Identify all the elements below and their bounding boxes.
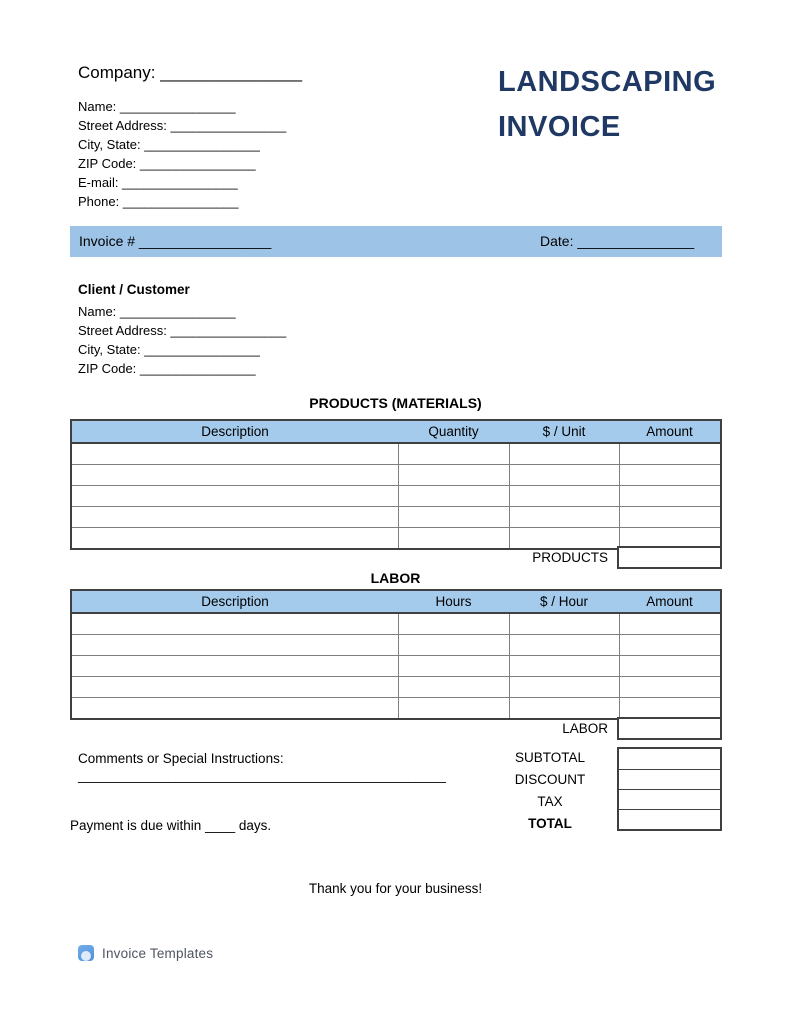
labor-cell <box>619 697 720 718</box>
labor-header-row <box>72 591 720 613</box>
labor-row <box>72 613 720 634</box>
totals-labels <box>490 747 610 835</box>
labor-total-box <box>617 717 722 740</box>
products-cell <box>619 485 720 506</box>
products-cell <box>619 527 720 548</box>
client-street-field: Street Address: ________________ <box>78 323 287 338</box>
products-cell <box>398 506 509 527</box>
labor-cell <box>619 655 720 676</box>
document-title <box>498 60 716 150</box>
products-total-box <box>617 546 722 569</box>
products-cell <box>398 443 509 464</box>
labor-cell <box>72 676 398 697</box>
client-info-block <box>78 280 286 378</box>
invoice-date-field: Date: _______________ <box>540 233 695 249</box>
products-row <box>72 464 720 485</box>
client-zip-field: ZIP Code: ________________ <box>78 361 256 376</box>
products-table <box>70 419 722 550</box>
labor-cell <box>509 613 619 634</box>
labor-cell <box>509 634 619 655</box>
labor-cell <box>509 655 619 676</box>
comments-blank-line: _________________________________________________ <box>78 768 446 783</box>
company-city-field: City, State: ________________ <box>78 137 260 152</box>
totals-boxes <box>617 747 722 831</box>
company-street-field: Street Address: ________________ <box>78 118 287 133</box>
products-total-label: PRODUCTS <box>532 550 608 565</box>
tax-label: TAX <box>537 794 563 809</box>
products-col-quantity: Quantity <box>398 421 509 443</box>
products-col-description: Description <box>72 421 398 443</box>
labor-cell <box>509 676 619 697</box>
labor-cell <box>398 613 509 634</box>
company-name-field: Name: ________________ <box>78 99 236 114</box>
client-name-field: Name: ________________ <box>78 304 236 319</box>
products-cell <box>509 527 619 548</box>
products-cell <box>509 464 619 485</box>
labor-cell <box>619 613 720 634</box>
products-cell <box>72 464 398 485</box>
company-info-block <box>78 62 302 211</box>
labor-cell <box>398 634 509 655</box>
labor-row <box>72 634 720 655</box>
labor-table <box>70 589 722 720</box>
products-row <box>72 485 720 506</box>
products-cell <box>619 506 720 527</box>
products-row <box>72 506 720 527</box>
comments-label: Comments or Special Instructions: <box>78 751 284 766</box>
total-value-box <box>619 809 720 829</box>
labor-col-amount: Amount <box>619 591 720 613</box>
labor-cell <box>619 676 720 697</box>
products-header-row <box>72 421 720 443</box>
labor-col-hour-rate: $ / Hour <box>509 591 619 613</box>
products-cell <box>72 506 398 527</box>
labor-row <box>72 697 720 718</box>
products-row <box>72 443 720 464</box>
labor-cell <box>619 634 720 655</box>
products-cell <box>509 506 619 527</box>
products-col-unit-price: $ / Unit <box>509 421 619 443</box>
brand-footer <box>78 945 213 961</box>
products-cell <box>619 464 720 485</box>
products-cell <box>72 527 398 548</box>
invoice-number-bar <box>70 226 722 257</box>
brand-name: Invoice Templates <box>102 945 214 961</box>
discount-value-box <box>619 769 720 789</box>
products-cell <box>509 443 619 464</box>
products-row <box>72 527 720 548</box>
tax-value-box <box>619 789 720 809</box>
products-cell <box>398 464 509 485</box>
products-section-title: PRODUCTS (MATERIALS) <box>309 395 482 411</box>
subtotal-label: SUBTOTAL <box>514 750 586 765</box>
company-email-field: E-mail: ________________ <box>78 175 238 190</box>
document-title-line2: INVOICE <box>498 111 621 143</box>
total-label: TOTAL <box>528 816 572 831</box>
labor-cell <box>398 676 509 697</box>
subtotal-value-box <box>619 749 720 769</box>
discount-label: DISCOUNT <box>514 772 586 787</box>
products-cell <box>398 485 509 506</box>
invoice-templates-logo-icon <box>78 945 94 961</box>
labor-col-hours: Hours <box>398 591 509 613</box>
company-phone-field: Phone: ________________ <box>78 194 239 209</box>
labor-cell <box>72 697 398 718</box>
thank-you-note: Thank you for your business! <box>308 881 483 896</box>
labor-cell <box>398 655 509 676</box>
labor-col-description: Description <box>72 591 398 613</box>
labor-cell <box>398 697 509 718</box>
products-cell <box>509 485 619 506</box>
products-cell <box>619 443 720 464</box>
client-heading: Client / Customer <box>78 282 190 297</box>
products-cell <box>72 443 398 464</box>
products-cell <box>72 485 398 506</box>
labor-row <box>72 655 720 676</box>
labor-row <box>72 676 720 697</box>
client-city-field: City, State: ________________ <box>78 342 260 357</box>
company-zip-field: ZIP Code: ________________ <box>78 156 256 171</box>
payment-terms-note: Payment is due within ____ days. <box>70 818 272 833</box>
document-title-line1: LANDSCAPING <box>498 66 717 98</box>
labor-section-title: LABOR <box>370 570 421 586</box>
labor-total-label: LABOR <box>562 721 608 736</box>
labor-cell <box>72 634 398 655</box>
products-cell <box>398 527 509 548</box>
products-col-amount: Amount <box>619 421 720 443</box>
labor-cell <box>72 613 398 634</box>
company-field: Company: _______________ <box>78 63 303 82</box>
labor-cell <box>72 655 398 676</box>
labor-cell <box>509 697 619 718</box>
invoice-number-field: Invoice # _________________ <box>79 233 272 249</box>
